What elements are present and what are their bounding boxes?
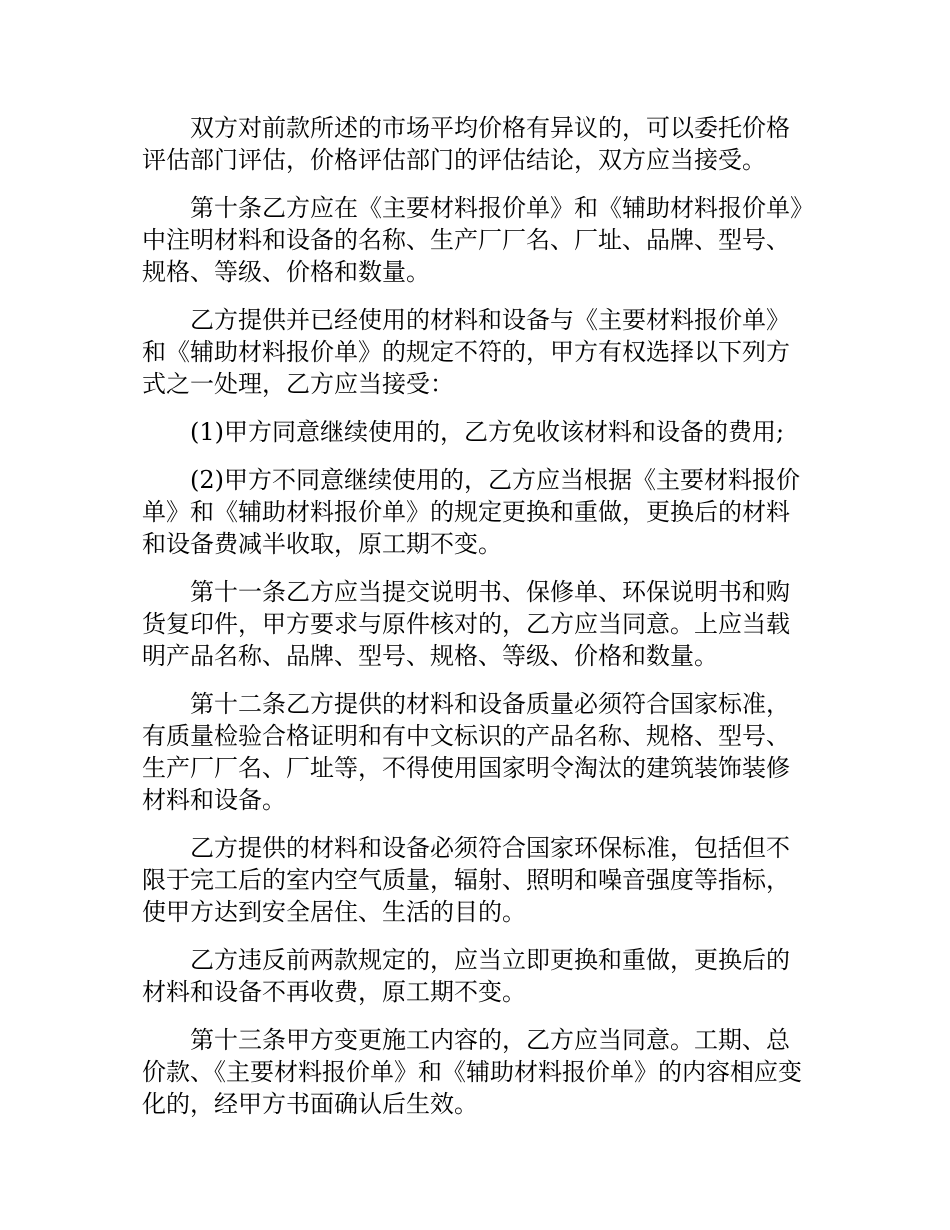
paragraph-article-11: 第十一条乙方应当提交说明书、保修单、环保说明书和购货复印件，甲方要求与原件核对的，乙方应当同意。上应当载明产品名称、品牌、型号、规格、等级、价格和数量。: [142, 578, 790, 670]
paragraph-option-1: (1)甲方同意继续使用的，乙方免收该材料和设备的费用;: [190, 418, 785, 446]
document-body: [142, 112, 812, 1136]
paragraph-violation-remedy: 乙方违反前两款规定的，应当立即更换和重做，更换后的材料和设备不再收费，原工期不变。: [142, 946, 790, 1006]
paragraph-article-12: 第十二条乙方提供的材料和设备质量必须符合国家标准，有质量检验合格证明和有中文标识的产品名称、规格、型号、生产厂厂名、厂址等，不得使用国家明令淘汰的建筑装饰装修材料和设备。: [142, 690, 790, 814]
paragraph-article-13: 第十三条甲方变更施工内容的，乙方应当同意。工期、总价款、《主要材料报价单》和《辅助材料报价单》的内容相应变化的，经甲方书面确认后生效。: [142, 1026, 802, 1118]
paragraph-article-10: 第十条乙方应在《主要材料报价单》和《辅助材料报价单》中注明材料和设备的名称、生产厂厂名、厂址、品牌、型号、规格、等级、价格和数量。: [142, 194, 802, 286]
paragraph-option-2: (2)甲方不同意继续使用的，乙方应当根据《主要材料报价单》和《辅助材料报价单》的规定更换和重做，更换后的材料和设备费减半收取，原工期不变。: [142, 466, 800, 558]
paragraph-price-dispute: 双方对前款所述的市场平均价格有异议的，可以委托价格评估部门评估，价格评估部门的评估结论，双方应当接受。: [142, 114, 790, 174]
paragraph-environmental-standards: 乙方提供的材料和设备必须符合国家环保标准，包括但不限于完工后的室内空气质量，辐射、照明和噪音强度等指标，使甲方达到安全居住、生活的目的。: [142, 834, 790, 926]
paragraph-nonconforming-materials: 乙方提供并已经使用的材料和设备与《主要材料报价单》和《辅助材料报价单》的规定不符的，甲方有权选择以下列方式之一处理，乙方应当接受：: [142, 306, 790, 398]
